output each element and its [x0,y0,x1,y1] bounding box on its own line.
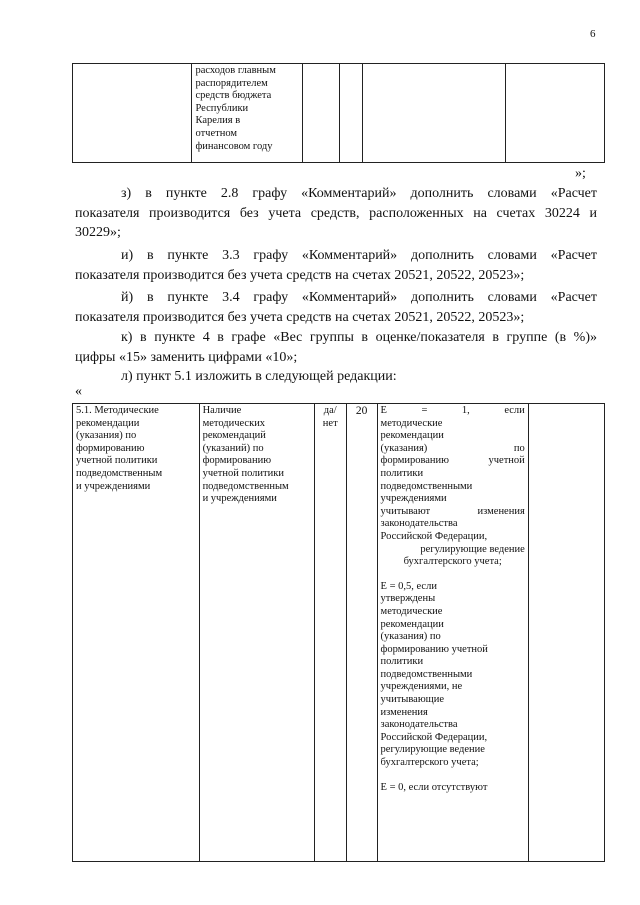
paragraph-line: л) пункт 5.1 изложить в следующей редакции: [121,369,397,384]
paragraph-line: показателя производится без учета средств на счетах 20521, 20522, 20523»; [75,309,525,325]
cell-line: формированию [202,455,272,467]
formula-line: политики [380,656,424,668]
main-table-col-comment [528,404,604,862]
top-table-cell-2 [192,64,303,163]
cell-line: подведомственным [202,480,289,492]
formula-line: бухгалтерского учета; [403,556,502,568]
formula-line: учреждениями [380,493,447,505]
top-table-cell-6 [505,64,604,163]
top-table-cell-text [195,65,299,153]
main-table-col-unit [314,404,346,862]
formula-line: законодательства [380,518,458,530]
cell-line: 5.1. Методические [76,405,159,416]
top-table-cell-4 [339,64,362,163]
formula-line: рекомендации [380,618,444,630]
paragraph-l [75,367,597,387]
cell-line: финансовом году [195,140,273,152]
cell-line: учетной политики [202,467,284,479]
paragraph-i [75,246,597,285]
formula-line: Е = 0, если отсутствуют [380,781,488,793]
cell-line: и учреждениями [202,493,277,505]
criterion-name [76,405,196,493]
formula-line: формированию учетной [380,455,525,467]
cell-line: нет [322,417,338,429]
cell-line: да/ [323,405,337,416]
closing-quote: »; [575,166,586,181]
page-number: 6 [590,28,596,40]
cell-line: учетной политики [76,455,158,467]
formula-line: Российской Федерации, [380,731,488,743]
paragraph-line: к) в пункте 4 в графе «Вес группы в оценке/показателя в группе (в %)» [121,330,597,345]
formula-line: политики [380,467,424,479]
formula-line: (указания) по [380,631,441,643]
paragraph-line: 30229»; [75,225,121,240]
paragraph-k [75,328,597,367]
cell-line: и учреждениями [76,480,151,492]
paragraph-line: з) в пункте 2.8 графу «Комментарий» дополнить словами «Расчет [121,186,597,201]
cell-line: расходов главным [195,65,276,76]
formula-line: бухгалтерского учета; [380,757,479,769]
main-table-col-formula [377,404,528,862]
formula-text [381,405,525,794]
opening-quote: « [75,384,82,399]
main-table-col-name [73,404,200,862]
cell-line: (указания) по [76,430,137,442]
top-table-cell-3 [303,64,339,163]
paragraph-line: й) в пункте 3.4 графу «Комментарий» дополнить словами «Расчет [121,290,597,305]
formula-line: учитывающие [380,694,445,706]
formula-line: методические [380,417,443,429]
paragraph-line: показателя производится без учета средств на счетах 20521, 20522, 20523»; [75,267,525,283]
unit [318,405,343,430]
cell-line: формированию [76,442,145,454]
formula-line: подведомственными [380,668,473,680]
cell-line: Республики [195,102,249,114]
formula-line: Е = 0,5, если [380,580,437,592]
formula-line: регулирующие ведение [420,543,525,555]
formula-line: Российской Федерации, [380,530,488,542]
paragraph-line: показателя производится без учета средств, расположенных на счетах 30224 и [75,205,597,221]
indicator-name [203,405,311,506]
main-table-col-weight [346,404,377,862]
formula-line: изменения [380,706,428,718]
formula-line: рекомендации [380,430,444,442]
paragraph-j [75,288,597,327]
cell-line: средств бюджета [195,90,272,102]
formula-line: законодательства [380,719,458,731]
formula-line: учитывают изменения [380,505,525,517]
paragraph-z [75,184,597,243]
cell-line: рекомендаций [202,430,266,442]
top-table-cell-5 [363,64,506,163]
cell-line: рекомендации [76,417,140,429]
formula-line: регулирующие ведение [380,744,485,756]
formula-line: подведомственными [380,480,473,492]
formula-line: Е = 1, если [380,405,525,416]
cell-line: (указаний) по [202,442,264,454]
cell-line: подведомственным [76,467,163,479]
cell-line: отчетном [195,127,238,139]
formula-line: (указания) по [380,442,525,454]
top-table-cell-1 [73,64,192,163]
formula-line: методические [380,605,443,617]
main-table [72,403,605,862]
cell-line: распорядителем [195,77,268,89]
weight-value: 20 [355,405,368,417]
cell-line: Карелия в [195,115,241,127]
paragraph-line: цифры «15» заменить цифрами «10»; [75,349,298,365]
formula-line: утверждены [380,593,436,605]
top-table [72,63,605,163]
spacer [381,569,525,581]
spacer [381,770,525,782]
formula-line: учреждениями, не [380,681,463,693]
formula-line: формированию учетной [380,643,488,655]
cell-line: методических [202,417,266,429]
cell-line: Наличие [202,405,242,416]
paragraph-line: и) в пункте 3.3 графу «Комментарий» дополнить словами «Расчет [121,248,597,263]
main-table-col-indicator [199,404,314,862]
